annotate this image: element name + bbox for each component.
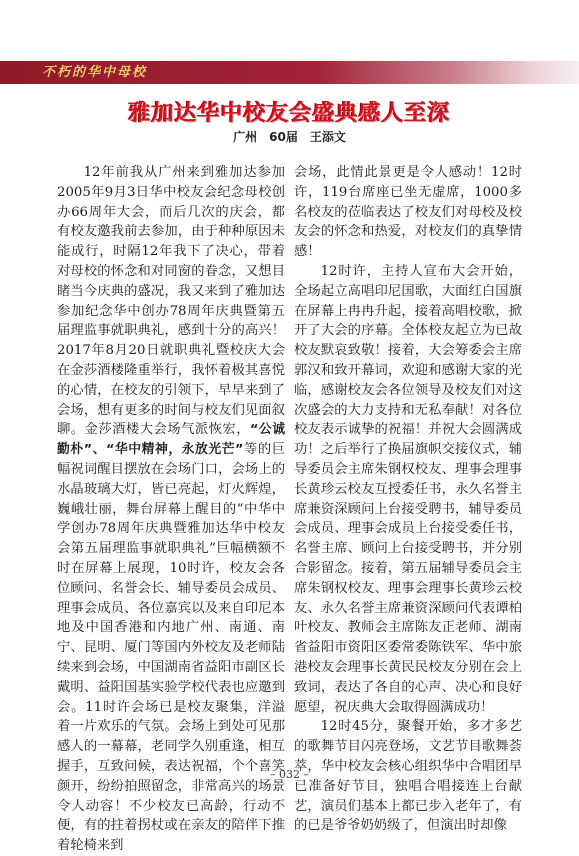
paragraph-2: 12时许，主持人宣布大会开始，全场起立高唱印尼国歌，大面红白国旗在屏幕上冉冉升起，接着高唱校歌，掀开了大会的序幕。全体校友起立为已故校友默哀致敬！接着，大会筹委会主席郭汉和致开幕词，欢迎和感谢大家的光临，感谢校友会各位领导及校友们对这次盛会的大力支持和无私奉献！对各位校友表示诚挚的祝福！并祝大会圆满成功！之后举行了换届旗帜交接仪式，辅导委员会主席朱钢权校友、理事会理事长黄珍云校友互授委任书，永久名誉主席兼资深顾问上台接受聘书，辅导委员会成员、理事会成员上台接受委任书，名誉主席、顾问上台接受聘书，并分别合影留念。接着，第五届辅导委员会主席朱钢权校友、理事会理事长黄珍云校友、永久名誉主席兼资深顾问代表谭柏叶校友、教师会主席陈友正老师、湖南省益阳市资阳区委常委陈铁军、华中旅港校友会理事长黄民民校友分别在会上致词，表达了各自的心声、决心和良好愿望，祝庆典大会取得圆满成功！ — [294, 263, 522, 715]
section-banner — [0, 61, 579, 84]
motto-text: “公诚勤朴”、“华中精神，永放光芒” — [57, 422, 285, 458]
paragraph-3: 12时45分，聚餐开始，多才多艺的歌舞节目闪亮登场，文艺节目歌舞荟萃，华中校友会核心组织华中合唱团早已准备好节目，独唱合唱接连上台献艺，演员们基本上都已步入老年了，有的已是爷爷奶奶级了，但演出时却像 — [294, 719, 522, 834]
article-title: 雅加达华中校友会盛典感人至深 — [128, 101, 451, 126]
right-column — [294, 163, 522, 834]
paragraph-1 — [57, 163, 285, 856]
page-number: – 032 – — [270, 768, 309, 781]
paragraph-text: 等的巨幅祝词醒目摆放在会场门口，会场上的水晶玻璃大灯，皆已亮起，灯火辉煌，巍峨壮丽，舞台屏幕上醒目的“中华中学创办78周年庆典暨雅加达华中校友会第五届理监事就职典礼”巨幅横额不时在屏幕上展现，10时许，校友会各位顾问、名誉会长、辅导委员会成员、理事会成员、各位嘉宾以及来自印尼本地及中国香港和内地广州、南通、南宁、昆明、厦门等国内外校友及老师陆续来到会场，中国湖南省益阳市副区长戴明、益阳国基实验学校代表也应邀到会。11时许会场已是校友聚集，洋溢着一片欢乐的气氛。会场上到处可见那感人的一幕幕，老同学久别重逢，相互握手，互致问候，表达祝福，个个喜笑颜开，纷纷拍照留念，非常高兴的场景令人动容！不少校友已高龄，行动不便，有的拄着拐杖或在亲友的陪伴下推着轮椅来到 — [57, 442, 286, 854]
section-title: 不朽的华中母校 — [42, 65, 148, 80]
left-column — [57, 163, 286, 854]
article-byline: 广州 60届 王添文 — [233, 130, 346, 144]
paragraph-text: 12年前我从广州来到雅加达参加2005年9月3日华中校友会纪念母校创办66周年大会，而后几次的庆会，都有校友邀我前去参加，由于种种原因未能成行，时隔12年我下了决心，带着对母校的怀念和对同窗的眷念，又想目睹当今庆典的盛况，我又来到了雅加达参加纪念华中创办78周年庆典暨第五届理监事就职典礼，感到十分的高兴！2017年8月20日就职典礼暨校庆大会在金莎酒楼隆重举行，我怀着极其喜悦的心情，在校友的引领下，早早来到了会场，想有更多的时间与校友们见面叙聊。金莎酒楼大会场气派恢宏， — [57, 165, 285, 438]
paragraph-1-continued: 会场，此情此景更是令人感动！12时许，119台席座已坐无虚席，1000多名校友的莅临表达了校友们对母校及校友会的怀念和热爱，对校友们的真挚情感！ — [294, 165, 522, 260]
